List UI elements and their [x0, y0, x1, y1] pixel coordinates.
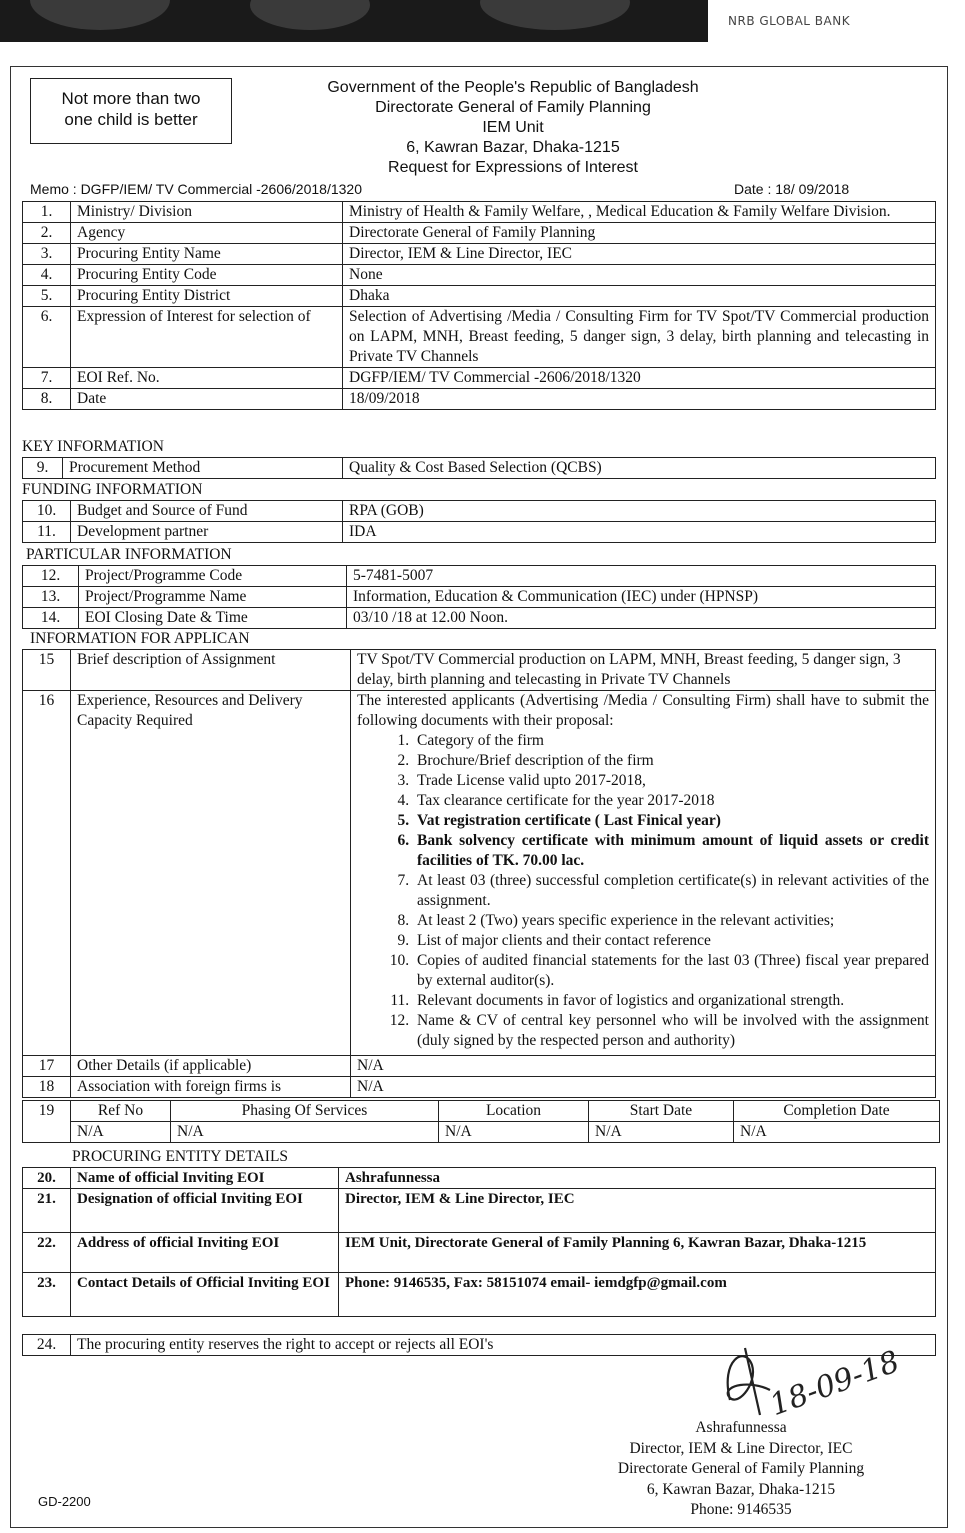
- section-funding-information: FUNDING INFORMATION: [22, 481, 203, 498]
- row-value: IEM Unit, Directorate General of Family Planning 6, Kawran Bazar, Dhaka-1215: [339, 1233, 936, 1273]
- row-value: Quality & Cost Based Selection (QCBS): [343, 458, 936, 479]
- table-row: [23, 1168, 936, 1189]
- section-particular-information: PARTICULAR INFORMATION: [26, 546, 232, 563]
- row-label: Contact Details of Official Inviting EOI: [71, 1273, 339, 1317]
- row-number: 22.: [23, 1233, 71, 1273]
- table-applican: [22, 649, 936, 1098]
- signatory-title: Director, IEM & Line Director, IEC: [629, 1439, 853, 1457]
- list-item: 7. At least 03 (three) successful completion certificate(s) in relevant activities of the assignment.: [413, 871, 929, 911]
- column-header: Location: [439, 1101, 589, 1122]
- row-value: Director, IEM & Line Director, IEC: [343, 244, 936, 265]
- table-row: [23, 587, 936, 608]
- row-label: Designation of official Inviting EOI: [71, 1189, 339, 1233]
- table-row: [23, 368, 936, 389]
- table-row: [23, 1273, 936, 1317]
- row-value: Director, IEM & Line Director, IEC: [339, 1189, 936, 1233]
- row-number: 10.: [23, 501, 71, 522]
- table-row: [23, 522, 936, 543]
- handwritten-signature: [690, 1340, 905, 1424]
- table-general: [22, 201, 936, 410]
- row-number: 24.: [23, 1335, 71, 1356]
- row-label: Project/Programme Code: [79, 566, 347, 587]
- table-cell: N/A: [171, 1122, 439, 1143]
- row-number: 16: [23, 691, 71, 1056]
- row-value: None: [343, 265, 936, 286]
- list-item: 2. Brochure/Brief description of the firm: [413, 751, 929, 771]
- row-number: 19: [23, 1101, 71, 1143]
- column-header: Completion Date: [734, 1101, 940, 1122]
- row-label: Budget and Source of Fund: [71, 501, 343, 522]
- table-key-info: [22, 457, 936, 479]
- document-header: [260, 78, 766, 178]
- row-label: Procurement Method: [63, 458, 343, 479]
- row-value: TV Spot/TV Commercial production on LAPM, MNH, Breast feeding, 5 danger sign, 3 delay, birth planning and telecasting in Private TV Channels: [351, 650, 936, 691]
- memo-ref: Memo : DGFP/IEM/ TV Commercial -2606/2018/1320: [30, 181, 362, 197]
- table-cell: N/A: [439, 1122, 589, 1143]
- row-label: EOI Closing Date & Time: [79, 608, 347, 629]
- row-value: 03/10 /18 at 12.00 Noon.: [347, 608, 936, 629]
- row-number: 20.: [23, 1168, 71, 1189]
- table-row: [23, 244, 936, 265]
- list-item: 11. Relevant documents in favor of logistics and organizational strength.: [413, 991, 929, 1011]
- list-item: 9. List of major clients and their contact reference: [413, 931, 929, 951]
- signature-block: [596, 1418, 886, 1521]
- row-label: Procuring Entity Name: [71, 244, 343, 265]
- list-item: 8. At least 2 (Two) years specific experience in the relevant activities;: [413, 911, 929, 931]
- signatory-phone: Phone: 9146535: [690, 1501, 792, 1518]
- table-row: [23, 202, 936, 223]
- svg-text:18-09-18: 18-09-18: [765, 1344, 905, 1424]
- table-row: [23, 1101, 940, 1122]
- table-procuring-entity: [22, 1167, 936, 1317]
- section-key-information: KEY INFORMATION: [22, 438, 164, 455]
- row-number: 23.: [23, 1273, 71, 1317]
- row-label: Project/Programme Name: [79, 587, 347, 608]
- slogan-line-1: Not more than two: [61, 89, 201, 108]
- row-value: Information, Education & Communication (IEC) under (HPNSP): [347, 587, 936, 608]
- table-row: [23, 1056, 936, 1077]
- list-item: 6. Bank solvency certificate with minimum amount of liquid assets or credit facilities of TK. 70.00 lac.: [413, 831, 929, 871]
- row-label: Association with foreign firms is: [71, 1077, 351, 1098]
- list-item: 1. Category of the firm: [413, 731, 929, 751]
- row-label: Procuring Entity District: [71, 286, 343, 307]
- row-number: 4.: [23, 265, 71, 286]
- header-line: IEM Unit: [482, 119, 544, 136]
- table-services: [22, 1100, 940, 1143]
- row-label: Experience, Resources and Delivery Capacity Required: [71, 691, 351, 1056]
- row-value: Selection of Advertising /Media / Consulting Firm for TV Spot/TV Commercial production on LAPM, MNH, Breast feeding, 5 danger sign, 3 delay, birth planning and telecasting in Private TV Channels: [343, 307, 936, 368]
- row-label: Procuring Entity Code: [71, 265, 343, 286]
- header-line: Directorate General of Family Planning: [375, 99, 651, 116]
- table-row: [23, 389, 936, 410]
- signatory-organization: Directorate General of Family Planning: [617, 1460, 865, 1477]
- row-number: 7.: [23, 368, 71, 389]
- table-cell: N/A: [589, 1122, 734, 1143]
- column-header: Ref No: [71, 1101, 171, 1122]
- row-value: N/A: [351, 1077, 936, 1098]
- table-row: [23, 223, 936, 244]
- table-row: [23, 1077, 936, 1098]
- column-header: Phasing Of Services: [171, 1101, 439, 1122]
- row-number: 8.: [23, 389, 71, 410]
- section-information-for-applican: INFORMATION FOR APPLICAN: [30, 630, 250, 647]
- row-value: N/A: [351, 1056, 936, 1077]
- row-number: 1.: [23, 202, 71, 223]
- table-row: [23, 286, 936, 307]
- row-number: 6.: [23, 307, 71, 368]
- list-item: 5. Vat registration certificate ( Last Finical year): [413, 811, 929, 831]
- row-number: 15: [23, 650, 71, 691]
- row-label: Name of official Inviting EOI: [71, 1168, 339, 1189]
- table-row: [23, 501, 936, 522]
- table-row: [23, 1233, 936, 1273]
- gd-code: GD-2200: [38, 1494, 91, 1509]
- row-number: 5.: [23, 286, 71, 307]
- list-item: 12. Name & CV of central key personnel who will be involved with the assignment (duly signed by the respected person and authority): [413, 1011, 929, 1051]
- row-label: Agency: [71, 223, 343, 244]
- row-number: 11.: [23, 522, 71, 543]
- row-label: Ministry/ Division: [71, 202, 343, 223]
- row-label: Expression of Interest for selection of: [71, 307, 343, 368]
- column-header: Start Date: [589, 1101, 734, 1122]
- row-label: Other Details (if applicable): [71, 1056, 351, 1077]
- row-value: Directorate General of Family Planning: [343, 223, 936, 244]
- row-value: Phone: 9146535, Fax: 58151074 email- iemdgfp@gmail.com: [339, 1273, 936, 1317]
- row-number: 9.: [23, 458, 63, 479]
- row-label: Date: [71, 389, 343, 410]
- bank-name: NRB GLOBAL BANK: [728, 14, 851, 28]
- table-cell: N/A: [71, 1122, 171, 1143]
- table-row: [23, 691, 936, 1056]
- table-row: [23, 650, 936, 691]
- table-row: [23, 1189, 936, 1233]
- list-item: 3. Trade License valid upto 2017-2018,: [413, 771, 929, 791]
- row-value: [351, 691, 936, 1056]
- slogan-line-2: one child is better: [64, 110, 198, 129]
- row-number: 17: [23, 1056, 71, 1077]
- row-number: 21.: [23, 1189, 71, 1233]
- header-line: 6, Kawran Bazar, Dhaka-1215: [406, 139, 620, 156]
- row-label: EOI Ref. No.: [71, 368, 343, 389]
- table-funding: [22, 500, 936, 543]
- row-value: 5-7481-5007: [347, 566, 936, 587]
- row-number: 2.: [23, 223, 71, 244]
- row-value: 18/09/2018: [343, 389, 936, 410]
- row-label: Address of official Inviting EOI: [71, 1233, 339, 1273]
- signatory-name: Ashrafunnessa: [695, 1419, 787, 1436]
- row-number: 13.: [23, 587, 79, 608]
- row-number: 3.: [23, 244, 71, 265]
- row-label: Brief description of Assignment: [71, 650, 351, 691]
- table-row: [23, 566, 936, 587]
- header-line: Government of the People's Republic of Bangladesh: [327, 79, 699, 96]
- reservation-text: The procuring entity reserves the right to accept or rejects all EOI's: [71, 1335, 936, 1356]
- documents-intro: The interested applicants (Advertising /Media / Consulting Firm) shall have to submit the following documents with their proposal:: [357, 692, 929, 729]
- table-row: [23, 458, 936, 479]
- row-number: 18: [23, 1077, 71, 1098]
- list-item: 4. Tax clearance certificate for the year 2017-2018: [413, 791, 929, 811]
- row-number: 12.: [23, 566, 79, 587]
- section-procuring-entity-details: PROCURING ENTITY DETAILS: [72, 1148, 289, 1165]
- slogan-box: [30, 78, 232, 144]
- row-number: 14.: [23, 608, 79, 629]
- top-photo-strip: [0, 0, 708, 42]
- signatory-address: 6, Kawran Bazar, Dhaka-1215: [646, 1480, 836, 1498]
- table-row: [23, 1122, 940, 1143]
- row-value: Dhaka: [343, 286, 936, 307]
- row-value: RPA (GOB): [343, 501, 936, 522]
- document-title: Request for Expressions of Interest: [388, 159, 638, 176]
- table-row: [23, 265, 936, 286]
- row-value: Ashrafunnessa: [339, 1168, 936, 1189]
- documents-list: [357, 731, 929, 1051]
- table-row: [23, 307, 936, 368]
- table-cell: N/A: [734, 1122, 940, 1143]
- row-value: DGFP/IEM/ TV Commercial -2606/2018/1320: [343, 368, 936, 389]
- row-value: IDA: [343, 522, 936, 543]
- list-item: 10. Copies of audited financial statements for the last 03 (Three) fiscal year prepared by external auditor(s).: [413, 951, 929, 991]
- table-row: [23, 608, 936, 629]
- memo-date: Date : 18/ 09/2018: [734, 181, 850, 197]
- row-label: Development partner: [71, 522, 343, 543]
- table-particular: [22, 565, 936, 629]
- row-value: Ministry of Health & Family Welfare, , Medical Education & Family Welfare Division.: [343, 202, 936, 223]
